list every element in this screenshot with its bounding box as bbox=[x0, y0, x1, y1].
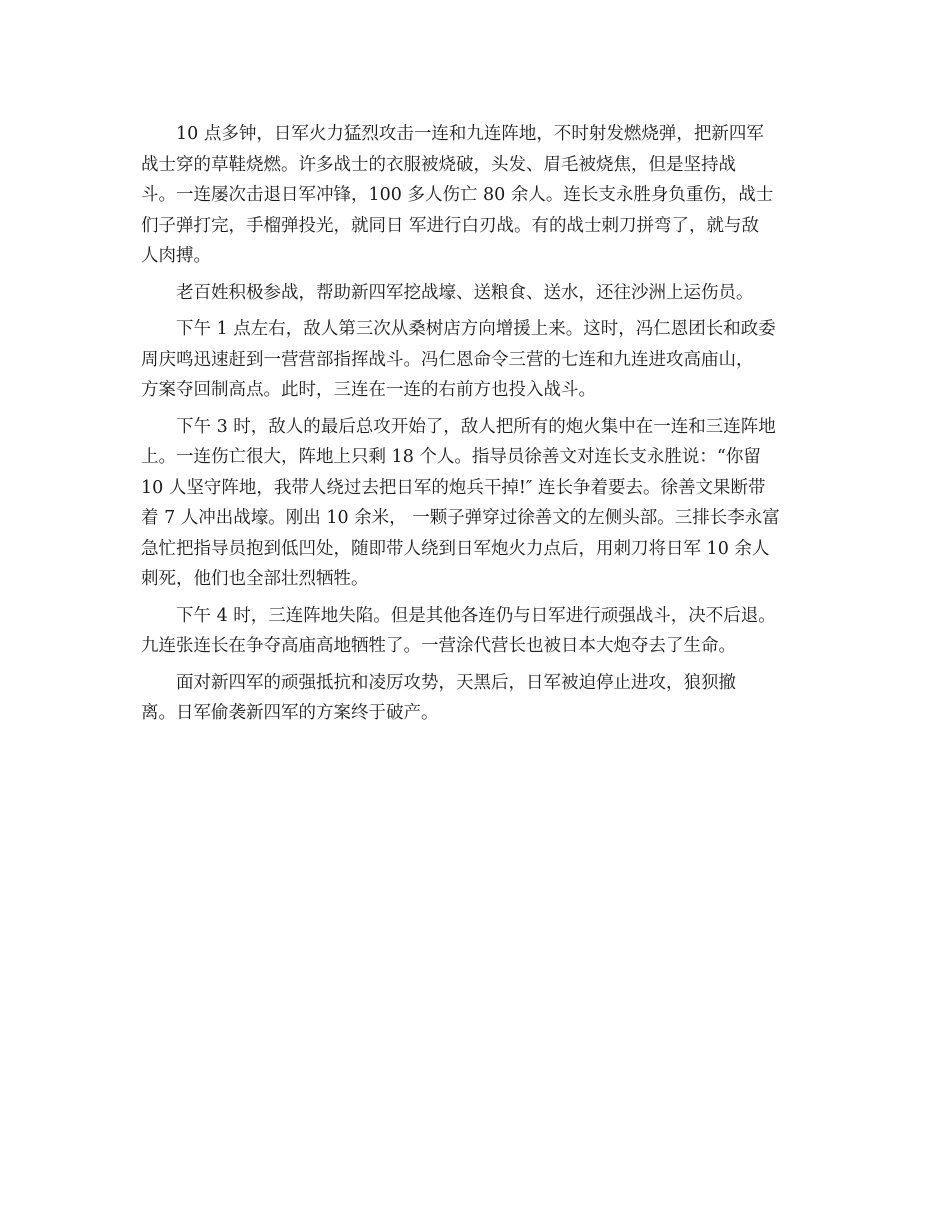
paragraph-2 bbox=[141, 278, 811, 309]
paragraph-line: 刺死，他们也全部壮烈牺牲。 bbox=[141, 569, 369, 589]
paragraph-line: 人肉搏。 bbox=[141, 246, 211, 266]
paragraph-line: 周庆鸣迅速赶到一营营部指挥战斗。冯仁恩命令三营的七连和九连进攻高庙山， bbox=[141, 349, 754, 370]
paragraph-line: 离。日军偷袭新四军的方案终于破产。 bbox=[141, 703, 439, 723]
paragraph-line: 面对新四军的顽强抵抗和凌厉攻势，天黑后，日军被迫停止进攻，狼狈撤 bbox=[176, 672, 736, 693]
paragraph-line: 10 点多钟，日军火力猛烈攻击一连和九连阵地，不时射发燃烧弹，把新四军 bbox=[176, 124, 764, 144]
paragraph-line: 下午 3 时，敌人的最后总攻开始了，敌人把所有的炮火集中在一连和三连阵地 bbox=[176, 416, 776, 437]
paragraph-line: 老百姓积极参战，帮助新四军挖战壕、送粮食、送水，还往沙洲上运伤员。 bbox=[176, 282, 754, 303]
paragraph-line: 们子弹打完，手榴弹投光，就同日 军进行白刃战。有的战士刺刀拼弯了，就与敌 bbox=[141, 215, 760, 236]
paragraph-line: 战士穿的草鞋烧燃。许多战士的衣服被烧破，头发、眉毛被烧焦，但是坚持战 bbox=[141, 154, 736, 175]
paragraph-line: 九连张连长在争夺高庙高地牺牲了。一营涂代营长也被日本大炮夺去了生命。 bbox=[141, 636, 736, 656]
paragraph-line: 上。一连伤亡很大，阵地上只剩 18 个人。指导员徐善文对连长支永胜说：“你留 bbox=[141, 447, 761, 467]
paragraph-line: 方案夺回制高点。此时，三连在一连的右前方也投入战斗。 bbox=[141, 380, 596, 400]
document-body bbox=[141, 119, 811, 735]
paragraph-6 bbox=[141, 668, 811, 729]
paragraph-line: 着 7 人冲出战壕。刚出 10 余米， 一颗子弹穿过徐善文的左侧头部。三排长李永富 bbox=[141, 508, 780, 528]
paragraph-1 bbox=[141, 119, 811, 272]
paragraph-line: 10 人坚守阵地，我带人绕过去把日军的炮兵干掉!″ 连长争着要去。徐善文果断带 bbox=[141, 477, 766, 498]
paragraph-line: 急忙把指导员抱到低凹处，随即带人绕到日军炮火力点后，用刺刀将日军 10 余人 bbox=[141, 538, 770, 559]
paragraph-5 bbox=[141, 601, 811, 662]
paragraph-3 bbox=[141, 314, 811, 406]
paragraph-4 bbox=[141, 412, 811, 595]
paragraph-line: 下午 4 时，三连阵地失陷。但是其他各连仍与日军进行顽强战斗，决不后退。 bbox=[176, 605, 776, 626]
paragraph-line: 下午 1 点左右，敌人第三次从桑树店方向增援上来。这时，冯仁恩团长和政委 bbox=[176, 319, 776, 339]
paragraph-line: 斗。一连屡次击退日军冲锋，100 多人伤亡 80 余人。连长支永胜身负重伤，战士 bbox=[141, 185, 774, 205]
